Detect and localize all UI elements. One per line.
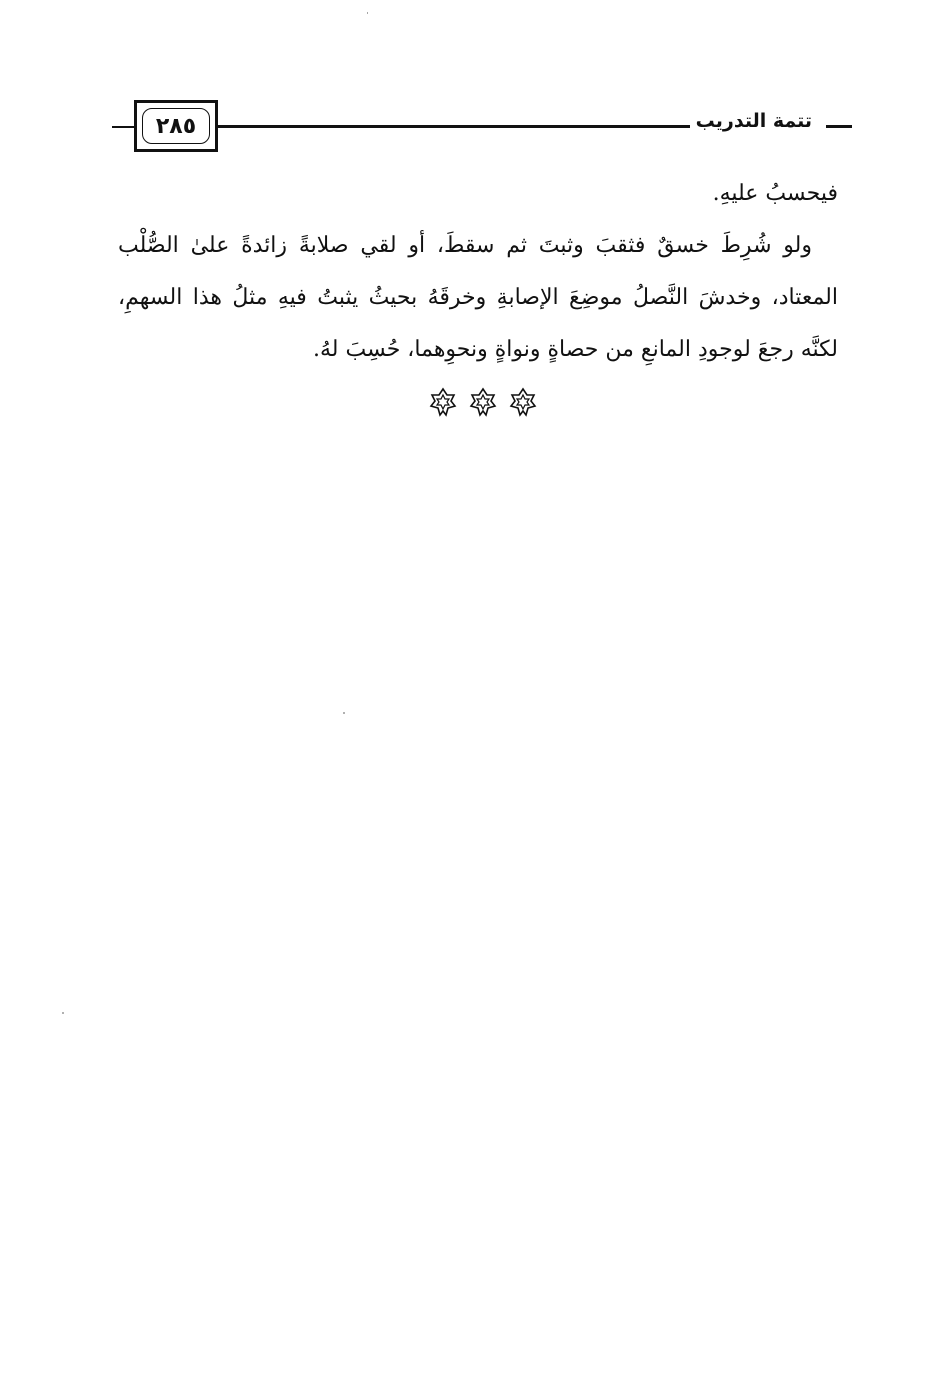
- section-end-ornaments: [428, 386, 538, 418]
- body-text: [118, 168, 838, 376]
- running-header-title: تتمة التدريب: [690, 110, 818, 132]
- header-rule-middle: [218, 125, 698, 128]
- star-octagram-icon: [428, 387, 458, 417]
- paragraph: فيحسبُ عليهِ.: [712, 181, 838, 206]
- header-rule-right: [826, 125, 852, 128]
- page-header: [112, 98, 852, 158]
- header-rule-left: [112, 126, 134, 128]
- scan-speck: [62, 1012, 64, 1014]
- star-octagram-icon: [508, 387, 538, 417]
- star-octagram-icon: [468, 387, 498, 417]
- scan-speck: [343, 712, 345, 714]
- scan-speck: [367, 12, 368, 14]
- paragraph: ولو شُرِطَ خسقٌ فثقبَ وثبتَ ثم سقطَ، أو لقي صلابةً زائدةً علىٰ الصُّلْب المعتاد، وخدشَ النَّصلُ موضِعَ الإصابةِ وخرقَهُ بحيثُ يثبتُ فيهِ مثلُ هذا السهمِ، لكنَّه رجعَ لوجودِ المانعِ من حصاةٍ ونواةٍ ونحوِهما، حُسِبَ لهُ.: [118, 233, 838, 362]
- page-number: ٢٨٥: [142, 108, 210, 144]
- page-number-frame: [134, 100, 218, 152]
